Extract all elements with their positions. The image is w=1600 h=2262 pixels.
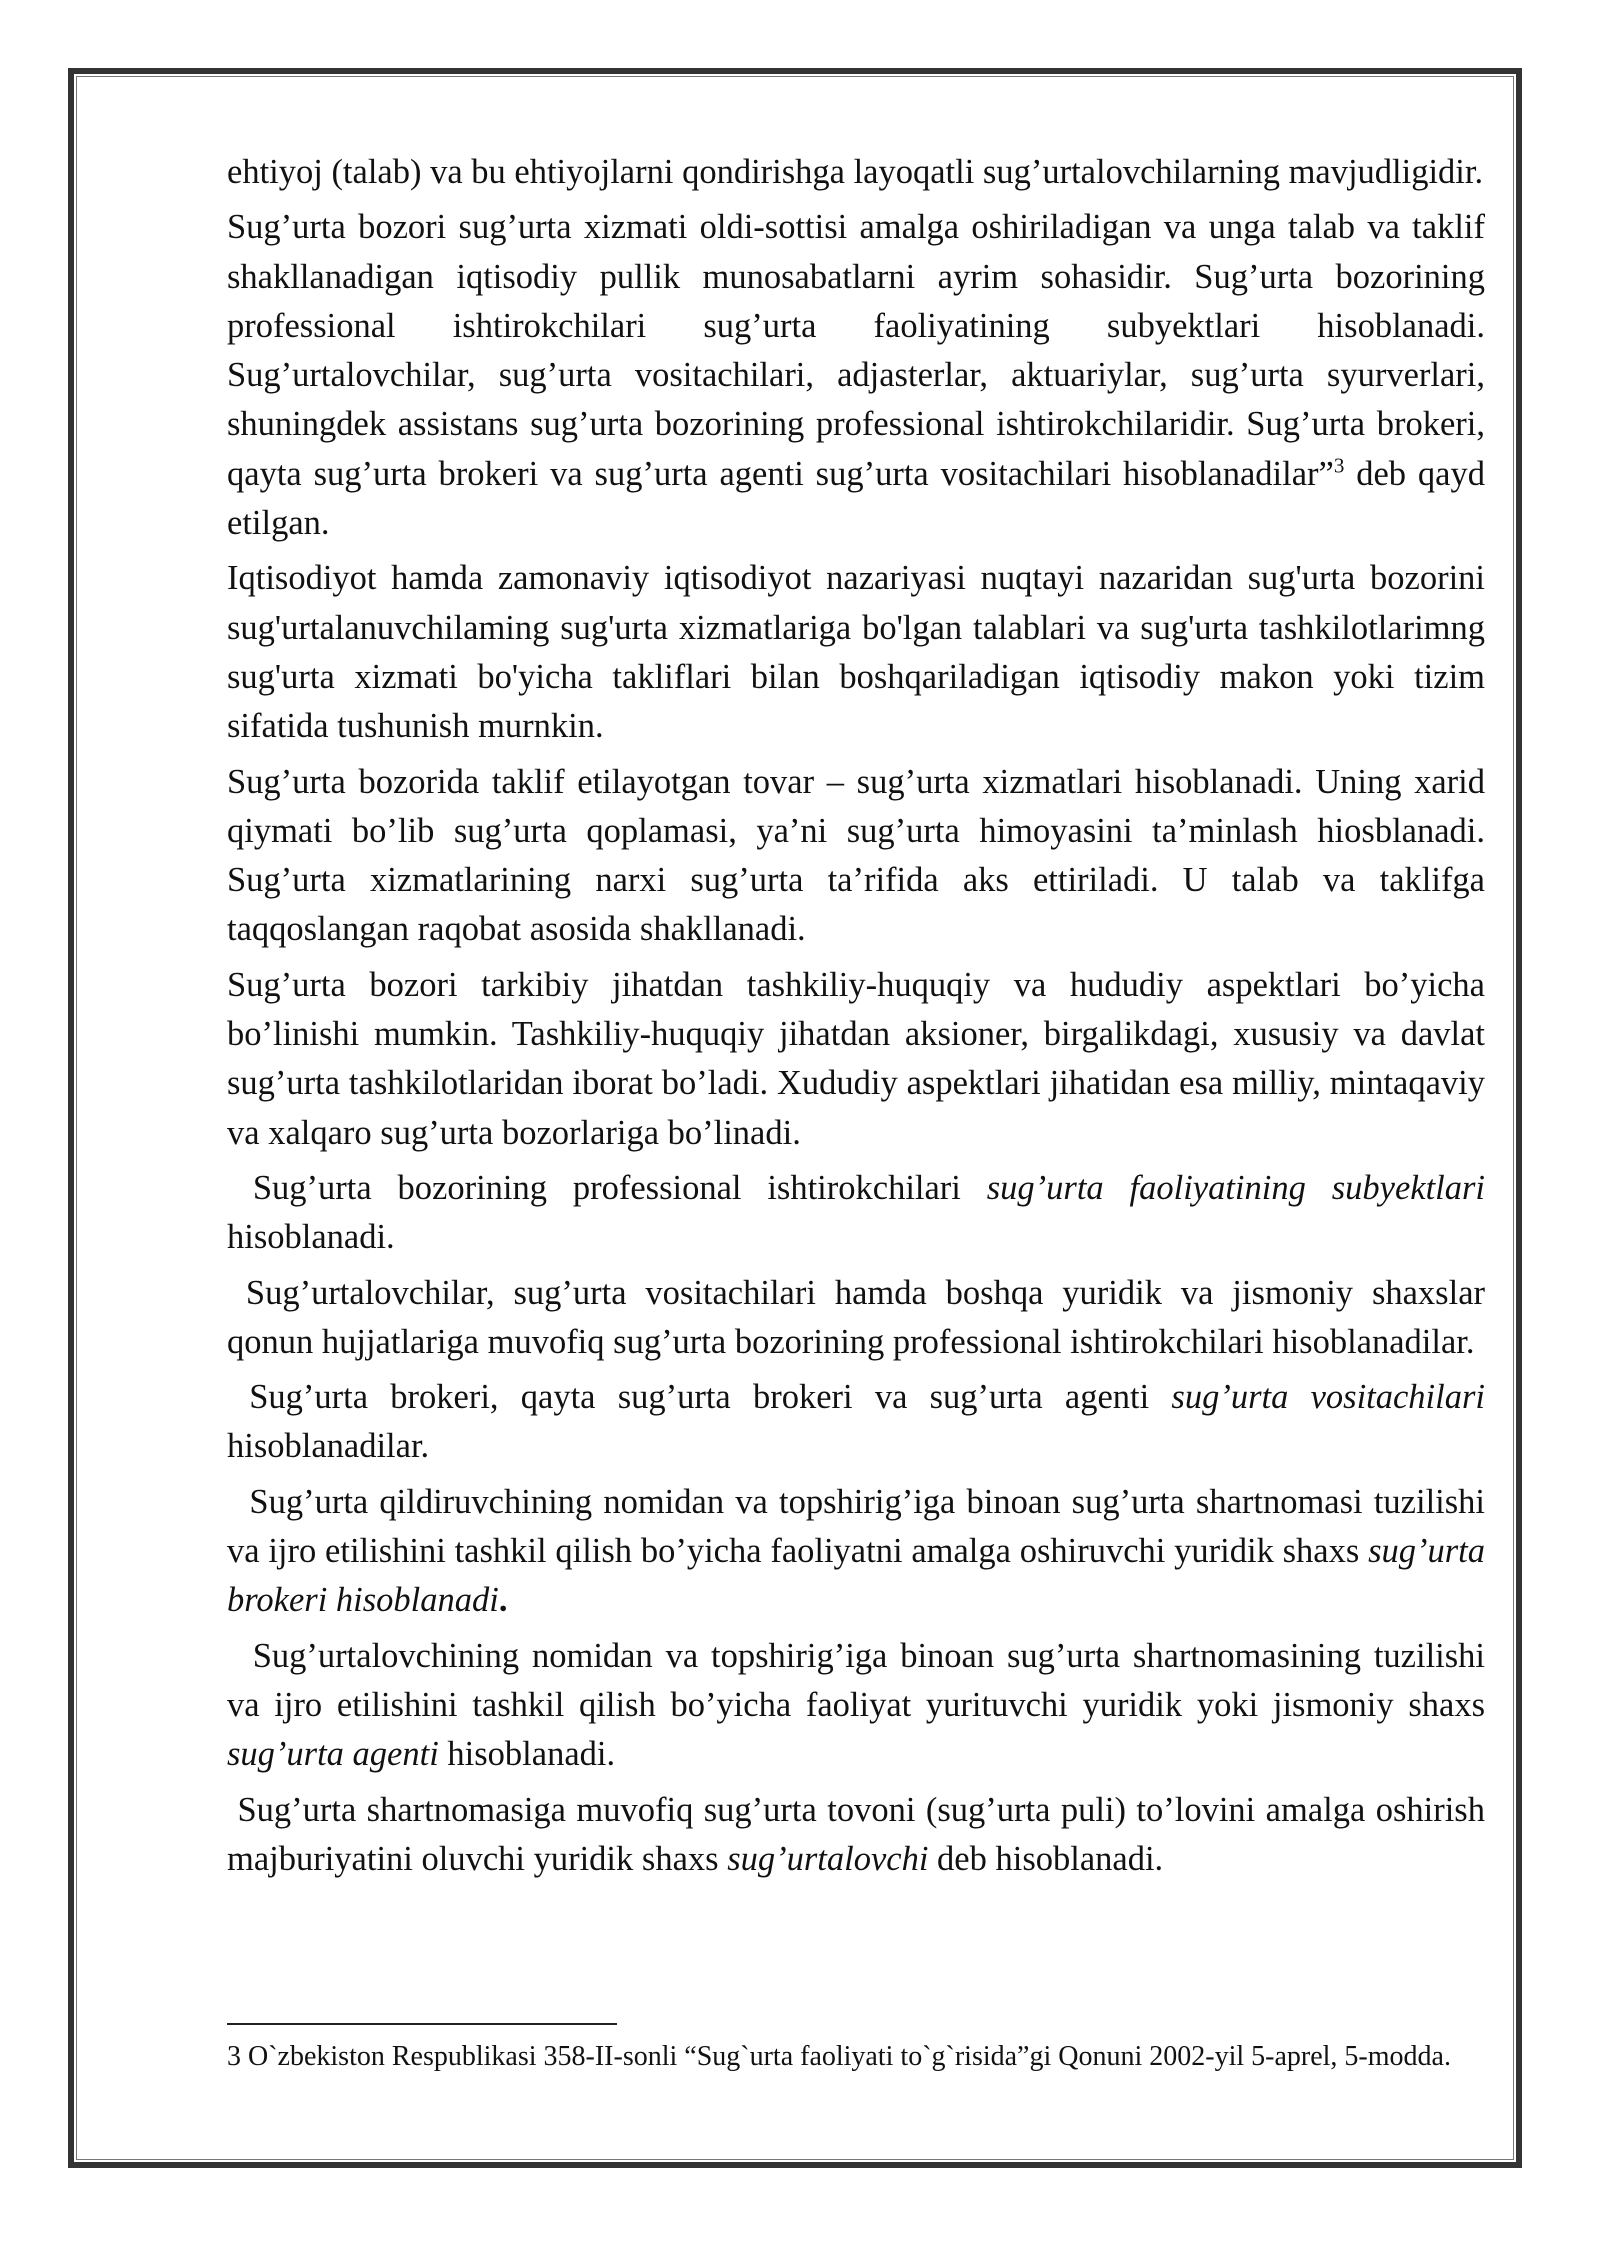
paragraph: [227, 1373, 1494, 1472]
paragraph: [227, 1164, 1494, 1263]
paragraph-text: hisoblanadi.: [438, 1735, 616, 1774]
italic-term: sug’urtalovchi: [727, 1839, 929, 1878]
paragraph-text: deb hisoblanadi.: [928, 1839, 1164, 1878]
paragraph: [227, 758, 1494, 955]
paragraph-text: hisoblanadi.: [227, 1168, 1494, 1257]
italic-term: sug’urta brokeri hisoblanadi: [227, 1532, 1494, 1620]
paragraph: [227, 554, 1494, 751]
paragraph-text: Sug’urta qildiruvchining nomidan va topshirig’iga binoan sug’urta shartnomasi tuzilishi va ijro etilishini tashkil qilish bo’yicha faoliyatni amalga oshiruvchi yuridik shaxs: [227, 1482, 1494, 1571]
footnote-reference: 3: [1333, 453, 1345, 478]
paragraph: [227, 148, 1485, 197]
footnote: 3 O`zbekiston Respublikasi 358-II-sonli “Sug`urta faoliyati to`g`risida”gi Qonuni 2002-yil 5-aprel, 5-modda.: [227, 2041, 1451, 2072]
paragraph-text: Sug’urtalovchilar, sug’urta vositachilari hamda boshqa yuridik va jismoniy shaxslar qonun hujjatlariga muvofiq sug’urta bozorining professional ishtirokchilari hisoblanadilar.: [227, 1273, 1494, 1361]
italic-term: sug’urta faoliyatining subyektlari: [986, 1168, 1486, 1207]
paragraph-text: Sug’urta bozorida taklif etilayotgan tovar – sug’urta xizmatlari hisoblanadi. Uning xarid qiymati bo’lib sug’urta qoplamasi, ya’ni sug’urta himoyasini ta’minlash hiosblanadi. Sug’urta xizmatlarining narxi sug’urta ta’rifida aks ettiriladi. U talab va taklifga taqqoslangan raqobat asosida shakllanadi.: [227, 762, 1494, 949]
paragraph-text: ehtiyoj (talab) va bu ehtiyojlarni qondirishga layoqatli sug’urtalovchilarning mavjudligidir.: [227, 153, 1484, 191]
bold-text: .: [498, 1581, 508, 1620]
paragraph-text: Sug’urtalovchining nomidan va topshirig’iga binoan sug’urta shartnomasining tuzilishi va ijro etilishini tashkil qilish bo’yicha faoliyat yurituvchi yuridik yoki jismoniy shaxs: [227, 1636, 1494, 1724]
paragraph-text: deb qayd etilgan.: [227, 454, 1494, 543]
paragraph: [227, 1786, 1494, 1885]
document-body: [227, 148, 1494, 1890]
footnote-separator: [227, 2023, 617, 2025]
paragraph-text: Sug’urta bozori tarkibiy jihatdan tashkiliy-huquqiy va hududiy aspektlari bo’yicha bo’linishi mumkin. Tashkiliy-huquqiy jihatdan aksioner, birgalikdagi, xususiy va davlat sug’urta tashkilotlaridan iborat bo’ladi. Xududiy aspektlari jihatidan esa milliy, mintaqaviy va xalqaro sug’urta bozorlariga bo’linadi.: [227, 965, 1494, 1152]
paragraph: [227, 1632, 1494, 1780]
paragraph-text: Sug’urta bozorining professional ishtirokchilari: [227, 1168, 987, 1207]
paragraph-text: Sug’urta brokeri, qayta sug’urta brokeri va sug’urta agenti: [227, 1378, 1172, 1417]
italic-term: sug’urta agenti: [227, 1735, 439, 1774]
paragraph-text: hisoblanadilar.: [227, 1378, 1494, 1466]
paragraph: [227, 1478, 1494, 1626]
paragraph-text: Sug’urta bozori sug’urta xizmati oldi-sottisi amalga oshiriladigan va unga talab va taklif shakllanadigan iqtisodiy pullik munosabatlarni ayrim sohasidir. Sug’urta bozorining professional ishtirokchilari sug’urta faoliyatining subyektlari hisoblanadi. Sug’urtalovchilar, sug’urta vositachilari, adjasterlar, aktuariylar, sug’urta syurverlari, shuningdek assistans sug’urta bozorining professional ishtirokchilaridir. Sug’urta brokeri, qayta sug’urta brokeri va sug’urta agenti sug’urta vositachilari hisoblanadilar”: [227, 208, 1494, 493]
paragraph: [227, 961, 1494, 1158]
paragraph-text: Iqtisodiyot hamda zamonaviy iqtisodiyot nazariyasi nuqtayi nazaridan sug'urta bozorini sug'urtalanuvchilaming sug'urta xizmatlariga bo'lgan talablari va sug'urta tashkilotlarimng sug'urta xizmati bo'yicha takliflari bilan boshqariladigan iqtisodiy makon yoki tizim sifatida tushunish murnkin.: [227, 559, 1494, 746]
paragraph: [227, 203, 1494, 548]
paragraph-text: Sug’urta shartnomasiga muvofiq sug’urta tovoni (sug’urta puli) to’lovini amalga oshirish majburiyatini oluvchi yuridik shaxs: [227, 1790, 1494, 1878]
italic-term: sug’urta vositachilari: [1171, 1378, 1485, 1417]
paragraph: [227, 1269, 1494, 1368]
